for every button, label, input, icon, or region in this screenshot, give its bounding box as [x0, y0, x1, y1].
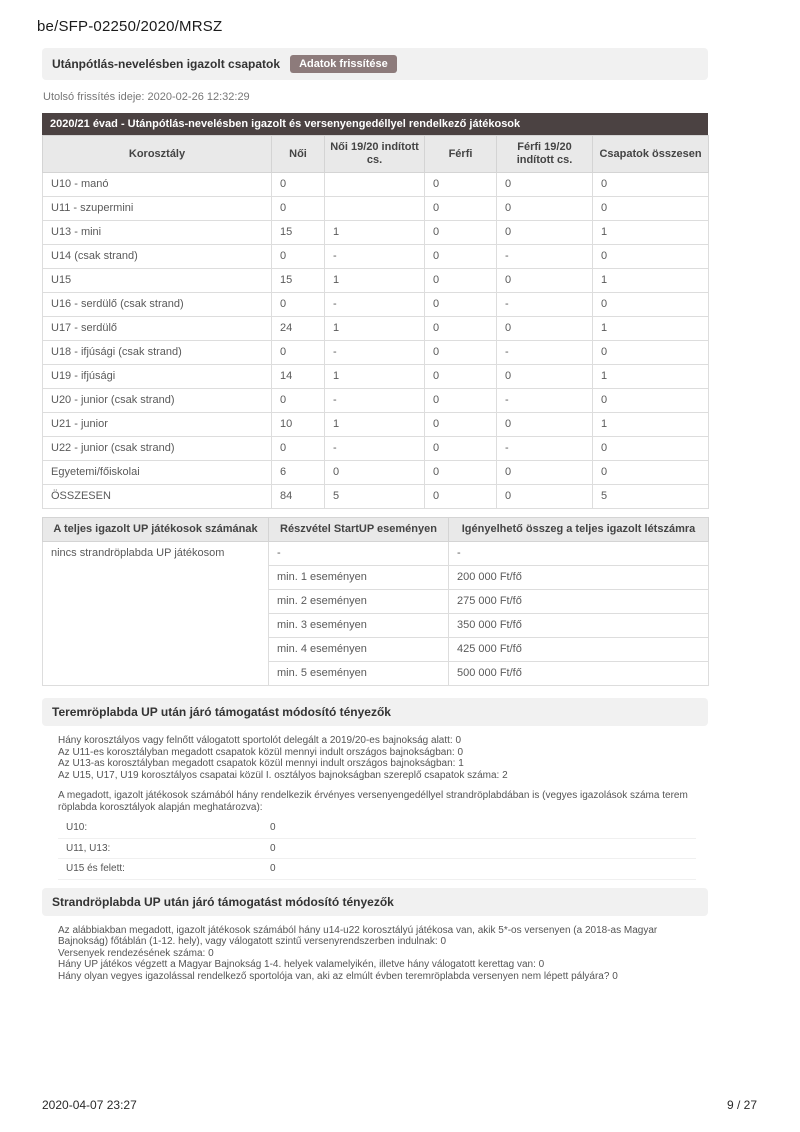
- table-cell: 1: [593, 269, 709, 293]
- table-cell: 0: [425, 173, 497, 197]
- table-cell: 1: [325, 269, 425, 293]
- indoor-factor-line: Az U11-es korosztályban megadott csapatok közül mennyi indult országos bajnokságban: 0: [58, 746, 464, 758]
- table-row: [43, 197, 709, 221]
- beach-factor-line: Hány UP játékos végzett a Magyar Bajnokság 1-4. helyek valamelyikén, illetve hány válogatott kerettag van: 0: [58, 959, 545, 970]
- indoor-factor-line: Az U15, U17, U19 korosztályos csapatai közül I. osztályos bajnokságban szereplő csapatok száma: 2: [58, 769, 508, 781]
- selected-option-cell: nincs strandröplabda UP játékosom: [43, 542, 269, 686]
- table-cell: 0: [272, 173, 325, 197]
- table-cell: 15: [272, 221, 325, 245]
- indoor-factor-line: Az U13-as korosztályban megadott csapatok közül mennyi indult országos bajnokságban: 1: [58, 758, 464, 769]
- table-cell: U15: [43, 269, 272, 293]
- table-cell: 0: [425, 197, 497, 221]
- table-cell: -: [497, 341, 593, 365]
- indoor-section-body: [42, 735, 708, 880]
- age-group-row: [58, 839, 696, 860]
- table-cell: 425 000 Ft/fő: [449, 638, 709, 662]
- table-cell: U22 - junior (csak strand): [43, 437, 272, 461]
- beach-section-title: Strandröplabda UP után járó támogatást módosító tényezők: [52, 894, 394, 909]
- table-cell: 1: [593, 365, 709, 389]
- table-cell: U21 - junior: [43, 413, 272, 437]
- beach-factor-line: Az alábbiakban megadott, igazolt játékosok számából hány u14-u22 korosztályú játékosa van, akik 5*-os versenyen (a 2018-as Magyar Bajnokság) főtáblán (1-12. hely), vagy válogatott szintű versenyrendszerben indulnak: 0: [58, 924, 658, 947]
- table-row: [43, 365, 709, 389]
- table-cell: 10: [272, 413, 325, 437]
- age-group-row: [58, 859, 696, 880]
- age-group-value: 0: [270, 822, 276, 833]
- table-cell: 14: [272, 365, 325, 389]
- players-table-header-row: [43, 136, 709, 173]
- table-cell: 0: [497, 317, 593, 341]
- table-cell: min. 2 eseményen: [269, 590, 449, 614]
- table-cell: 350 000 Ft/fő: [449, 614, 709, 638]
- table-cell: 0: [497, 485, 593, 509]
- table-cell: 1: [325, 413, 425, 437]
- table-cell: 0: [425, 461, 497, 485]
- table-cell: 6: [272, 461, 325, 485]
- table-cell: -: [325, 437, 425, 461]
- table-cell: [325, 173, 425, 197]
- table-cell: 0: [497, 365, 593, 389]
- beach-section-body: [42, 925, 708, 983]
- column-header: Női: [272, 136, 325, 173]
- column-header: Férfi: [425, 136, 497, 173]
- column-header: Csapatok összesen: [593, 136, 709, 173]
- age-group-value: 0: [270, 842, 276, 854]
- table-cell: min. 4 eseményen: [269, 638, 449, 662]
- table-cell: 0: [593, 341, 709, 365]
- table-cell: U14 (csak strand): [43, 245, 272, 269]
- table-cell: -: [497, 389, 593, 413]
- table-cell: 84: [272, 485, 325, 509]
- age-group-value: 0: [270, 863, 276, 874]
- table-cell: -: [325, 389, 425, 413]
- table-cell: -: [497, 245, 593, 269]
- table-cell: 200 000 Ft/fő: [449, 566, 709, 590]
- table-cell: ÖSSZESEN: [43, 485, 272, 509]
- table-cell: 0: [325, 461, 425, 485]
- teams-section-header: [42, 48, 708, 80]
- table-cell: 0: [425, 437, 497, 461]
- table-cell: 0: [593, 389, 709, 413]
- indoor-section-title: Teremröplabda UP után járó támogatást módosító tényezők: [52, 705, 391, 719]
- table-cell: -: [325, 293, 425, 317]
- table-row: [43, 461, 709, 485]
- table-cell: min. 5 eseményen: [269, 662, 449, 686]
- table-cell: U19 - ifjúsági: [43, 365, 272, 389]
- table-row: [43, 221, 709, 245]
- table-row: [43, 173, 709, 197]
- column-header: Női 19/20 indított cs.: [325, 136, 425, 173]
- last-refresh-timestamp: Utolsó frissítés ideje: 2020-02-26 12:32:29: [43, 91, 250, 103]
- table-cell: -: [497, 293, 593, 317]
- table-cell: 0: [593, 437, 709, 461]
- table-cell: -: [325, 245, 425, 269]
- table-row: [43, 542, 709, 566]
- table-row: [43, 269, 709, 293]
- table-row: [43, 317, 709, 341]
- table-cell: min. 3 eseményen: [269, 614, 449, 638]
- table-cell: 0: [593, 173, 709, 197]
- table-cell: 0: [593, 245, 709, 269]
- table-cell: U16 - serdülő (csak strand): [43, 293, 272, 317]
- table-cell: 0: [497, 269, 593, 293]
- table-cell: 24: [272, 317, 325, 341]
- column-header: Férfi 19/20 indított cs.: [497, 136, 593, 173]
- table-cell: 0: [272, 245, 325, 269]
- table-cell: U17 - serdülő: [43, 317, 272, 341]
- column-header: Korosztály: [43, 136, 272, 173]
- table-cell: 0: [497, 221, 593, 245]
- table-row: [43, 389, 709, 413]
- table-cell: 0: [272, 389, 325, 413]
- table-row: [43, 293, 709, 317]
- table-row: [43, 413, 709, 437]
- table-cell: 500 000 Ft/fő: [449, 662, 709, 686]
- table-cell: 5: [325, 485, 425, 509]
- table-cell: 5: [593, 485, 709, 509]
- table-cell: [325, 197, 425, 221]
- table-cell: 0: [425, 245, 497, 269]
- age-group-label: U15 és felett:: [66, 863, 125, 874]
- age-group-row: [58, 818, 696, 839]
- table-cell: -: [497, 437, 593, 461]
- indoor-section-header: [42, 698, 708, 726]
- table-cell: U20 - junior (csak strand): [43, 389, 272, 413]
- column-header: Igényelhető összeg a teljes igazolt létszámra: [449, 518, 709, 542]
- table-row: [43, 485, 709, 509]
- column-header: A teljes igazolt UP játékosok számának: [43, 518, 269, 542]
- table-cell: min. 1 eseményen: [269, 566, 449, 590]
- table-cell: 0: [593, 293, 709, 317]
- column-header: Részvétel StartUP eseményen: [269, 518, 449, 542]
- table-cell: 0: [425, 221, 497, 245]
- table-row: [43, 437, 709, 461]
- table-cell: -: [269, 542, 449, 566]
- indoor-mixed-licence-paragraph: A megadott, igazolt játékosok számából hány rendelkezik érvényes versenyengedéllyel strandröplabdában is (vegyes igazolások száma terem röplabda korosztályok alapján meghatározva):: [58, 790, 688, 813]
- table-cell: 1: [593, 413, 709, 437]
- table-cell: 0: [497, 173, 593, 197]
- beach-factor-line: Hány olyan vegyes igazolással rendelkező sportolója van, aki az elmúlt évben teremröplabda versenyen nem lépett pályára? 0: [58, 970, 618, 982]
- players-table-title: 2020/21 évad - Utánpótlás-nevelésben igazolt és versenyengedéllyel rendelkező játékosok: [42, 113, 708, 135]
- table-cell: 0: [272, 341, 325, 365]
- beach-section-header: [42, 888, 708, 916]
- startup-table-header-row: [43, 518, 709, 542]
- table-cell: Egyetemi/főiskolai: [43, 461, 272, 485]
- table-cell: 15: [272, 269, 325, 293]
- table-cell: 0: [425, 413, 497, 437]
- table-cell: 0: [272, 293, 325, 317]
- table-cell: 1: [325, 317, 425, 341]
- footer-datetime: 2020-04-07 23:27: [42, 1098, 137, 1112]
- table-cell: 0: [593, 461, 709, 485]
- footer-page-number: 9 / 27: [726, 1098, 757, 1112]
- table-cell: 275 000 Ft/fő: [449, 590, 709, 614]
- table-cell: 0: [425, 389, 497, 413]
- table-row: [43, 341, 709, 365]
- table-cell: U18 - ifjúsági (csak strand): [43, 341, 272, 365]
- table-cell: -: [449, 542, 709, 566]
- teams-section-title: Utánpótlás-nevelésben igazolt csapatok: [52, 57, 281, 71]
- table-cell: U10 - manó: [43, 173, 272, 197]
- table-cell: 1: [593, 317, 709, 341]
- players-table: [42, 135, 709, 509]
- table-cell: 0: [425, 269, 497, 293]
- refresh-data-button[interactable]: Adatok frissítése: [290, 55, 397, 73]
- startup-table: [42, 517, 709, 686]
- page-content: [42, 48, 708, 989]
- table-cell: 0: [425, 485, 497, 509]
- indoor-factor-line: Hány korosztályos vagy felnőtt válogatott sportolót delegált a 2019/20-es bajnokság alatt: 0: [58, 735, 462, 746]
- table-cell: -: [325, 341, 425, 365]
- table-cell: 0: [497, 461, 593, 485]
- table-row: [43, 245, 709, 269]
- age-group-label: U10:: [66, 822, 88, 833]
- beach-factor-line: Versenyek rendezésének száma: 0: [58, 947, 214, 959]
- table-cell: U13 - mini: [43, 221, 272, 245]
- table-cell: 1: [325, 221, 425, 245]
- table-cell: 0: [497, 197, 593, 221]
- players-table-body: [43, 173, 709, 509]
- table-cell: 0: [425, 365, 497, 389]
- table-cell: 0: [272, 437, 325, 461]
- age-group-label: U11, U13:: [66, 842, 111, 854]
- table-cell: 1: [593, 221, 709, 245]
- table-cell: 0: [593, 197, 709, 221]
- table-cell: 1: [325, 365, 425, 389]
- document-id: be/SFP-02250/2020/MRSZ: [37, 18, 223, 35]
- table-cell: U11 - szupermini: [43, 197, 272, 221]
- table-cell: 0: [425, 293, 497, 317]
- table-cell: 0: [272, 197, 325, 221]
- table-cell: 0: [497, 413, 593, 437]
- table-cell: 0: [425, 341, 497, 365]
- table-cell: 0: [425, 317, 497, 341]
